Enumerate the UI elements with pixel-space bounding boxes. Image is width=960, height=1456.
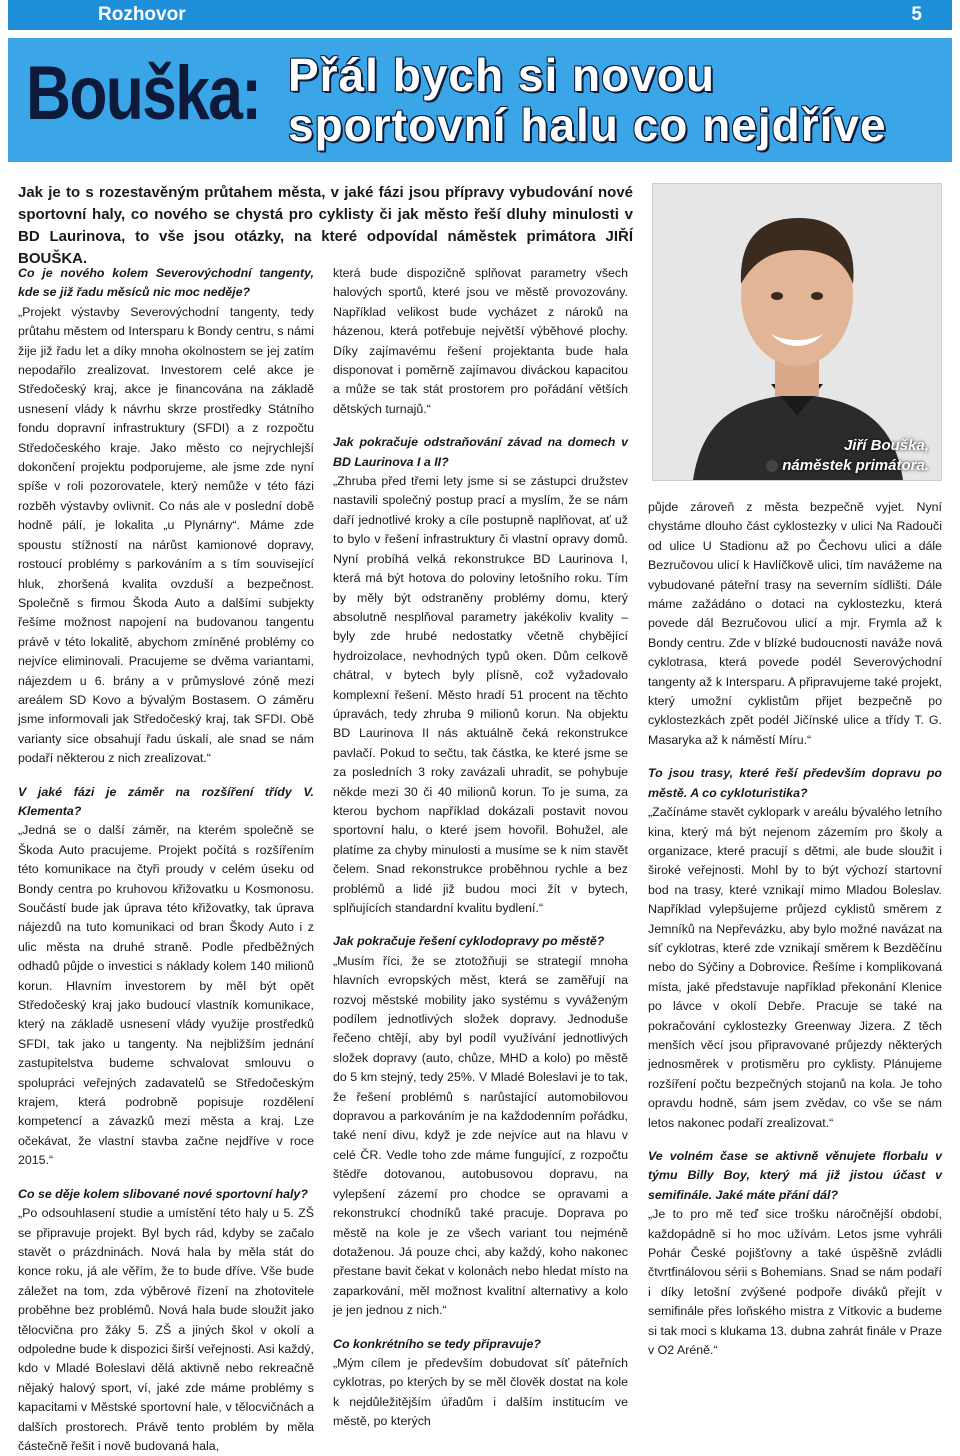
bullet-icon: [766, 460, 778, 472]
question-8: Ve volném čase se aktivně věnujete florbalu v týmu Billy Boy, který má již jistou účast v semifinále. Jaké máte přání dál?: [648, 1149, 942, 1202]
section-header-bar: [8, 0, 952, 30]
answer-4: „Zhruba před třemi lety jsme si se zástupci družstev nastavili společný postup prací a myslím, že se nám daří jednotlivé kroky a cíle postupně naplňovat, ať už to bylo v řešení infrastruktury či vlastní opravy domů. Nyní probíhá velká rekonstrukce BD Laurinova I, která má být hotova do poloviny letošního roku. Tím by měly být odstraněny problémy domu, který absolutně nesplňoval parametry jakékoliv kvality – byly zde hrubé nedostatky včetně chybějící hydroizolace, nevhodných typů oken. Dům celkově chátral, v bytech byly plísně, což vyžadovalo komplexní řešení. Město hradí 51 procent na těchto úpravách, tedy zhruba 9 milionů korun. Na objektu BD Laurinova II nás aktuálně čeká rekonstrukce pavlačí. Pokud to sečtu, tak částka, ke které jsme se za posledních 3 roky zavázali uhradit, se pohybuje někde mezi 30 či 40 milionů korun. To je suma, za kterou bychom například dokázali postavit novou sportovní halu, o které jsem hovořil. Bohužel, ale platíme za chyby minulosti a musíme se k nim stavět čelem. Snad rekonstrukce proběhnou rychle a bez problémů a lidé již budou moci žít v bytech, splňujících standardní kvalitu bydlení.“: [333, 474, 628, 915]
column-3: [648, 498, 942, 1360]
photo-caption: [766, 436, 929, 476]
answer-7: „Začínáme stavět cyklopark v areálu bývalého letního kina, který má být nejenom zázemím pro školy a organizace, které pracují s dětmi, ale bude sloužit i široké veřejnosti. Mohl by to být výchozí startovní bod na trasy, které vznikají mimo Mladou Boleslav. Například vylepšujeme průjezd cyklistů směrem z Jemníků na Nepřevázku, aby bylo možné navázat na síť cyklotras, které zde vznikají směrem k Bezděčínu nebo do Sýčiny a Dobrovice. Řešíme i komplikovaná místa, jaké představuje například překonání Klenice po lávce v okolí Debře. Pracuje se také na pokračování cyklostezky Greenway Jizera. Z těch menších věcí jsou připravované průjezdy některých jednosměrek v protisměru pro cyklisty. Plánujeme rozšíření počtu bezpečných stojanů na kola. Je toho opravdu hodně, sám jsem zvědav, co vše se nám letos nakonec podaří zrealizovat.“: [648, 805, 942, 1130]
lead-person: JIŘÍ BOUŠKA.: [18, 228, 633, 267]
question-4: Jak pokračuje odstraňování závad na domech v BD Laurinova I a II?: [333, 435, 628, 469]
answer-6-continued: půjde zároveň z města bezpečně vyjet. Nyní chystáme dlouho část cyklostezky v ulici Na Radouči od ulice U Stadionu až po Čechovu ulici a dále Bezručovou ulicí k Havlíčkově ulici, tím navážeme na vybudované páteřní trasy na severním sídlišti. Dále máme zažádáno o dotaci na cyklostezku, která povede dál Bezručovou ulicí a mjr. Frymla až k Bondy centru. Zde v blízké budoucnosti naváže nová cyklotrasa, která povede podél Severovýchodní tangenty až k Intersparu. A připravujeme také projekt, který umožní cyklistům přijet bezpečně po cyklostezkách zpět podél Jičínské ulice a třídy T. G. Masaryka až k náměstí Míru.“: [648, 500, 942, 747]
page-number: 5: [911, 4, 922, 25]
answer-3-continued: která bude dispozičně splňovat parametry všech halových sportů, které jsou ve městě provozovány. Například velikost bude vycházet z nároků na házenou, která potřebuje největší výběhové plochy. Díky zajímavému řešení projektanta bude hala disponovat i poměrně zajímavou diváckou kapacitou a může se tak stát prostorem pro pořádání větších dětských turnajů.“: [333, 266, 628, 416]
column-2: [333, 264, 628, 1432]
question-2: V jaké fázi je záměr na rozšíření třídy V. Klementa?: [18, 784, 314, 818]
lead-paragraph: [18, 182, 633, 270]
section-label: Rozhovor: [98, 4, 186, 25]
lead-text: Jak je to s rozestavěným průtahem města, v jaké fázi jsou přípravy vybudování nové sportovní haly, co nového se chystá pro cyklisty či jak město řeší dluhy minulosti v BD Laurinova, to vše jsou otázky, na které odpovídal náměstek primátora: [18, 184, 633, 245]
answer-5: „Musím říci, že se ztotožňuji se strategií mnoha hlavních evropských měst, která se zaměřují na rozvoj městské mobility jako systému s vyváženým podílem jednotlivých složek dopravy. Jednoduše řečeno chtějí, aby byl podíl využívání jednotlivých složek dopravy (auto, chůze, MHD a kolo) po městě do 5 km stejný, tedy 25%. V Mladé Boleslavi je to tak, že řešení problémů s narůstající automobilovou dopravou a parkováním je na každodenním pořádku, také není divu, když je zde nejvíce aut na hlavu v celé ČR. Vedle toho zde máme fungující, z rozpočtu štědře dotovanou, autobusovou dopravu, na vylepšení zázemí pro chodce se opravami a rekonstrukcí chodníků také pracuje. Doprava po městě na kole je ze všech variant tou nejméně dotaženou. Já pouze chci, aby každý, koho nakonec přestane bavit čekat v kolonách nebo hledat místo na zaparkování, měl možnost kvalitní alternativy a kolo je jen jednou z nich.“: [333, 953, 628, 1318]
question-3: Co se děje kolem slibované nové sportovní haly?: [18, 1186, 308, 1201]
caption-name: Jiří Bouška,: [843, 437, 929, 454]
answer-6: „Mým cílem je především dobudovat síť páteřních cyklotras, po kterých by se měl člověk dostat na kole k nejdůležitějším úřadům i dalším institucím ve městě, po kterých: [333, 1355, 628, 1429]
caption-role-line: [766, 456, 929, 476]
headline-line-1: Přál bych si novou: [288, 49, 715, 101]
question-6: Co konkrétního se tedy připravuje?: [333, 1336, 541, 1351]
portrait-photo: [652, 183, 942, 481]
answer-3: „Po odsouhlasení studie a umístění této haly u 5. ZŠ se připravuje projekt. Byl bych rád, kdyby se začalo stavět o prázdninách. Nová hala by měla stát do konce roku, já ale věřím, že to bude dříve. Vše bude záležet na tom, zda výběrové řízení na zhotovitele proběhne bez problémů. Nová hala bude sloužit jako tělocvična pro žáky 5. ZŠ a jiných škol v okolí a odpoledne bude k dispozici širší veřejnosti. Asi každý, kdo v Mladé Boleslavi dělá aktivně nebo rekreačně nějaký halový sport, ví, jaké zde máme problémy s kapacitami v Městské sportovní hale, v tělocvičnách a dalších prostorech. Právě tento problém by měla částečně řešit i nově budovaná hala,: [18, 1206, 314, 1453]
question-5: Jak pokračuje řešení cyklodopravy po městě?: [333, 934, 605, 949]
answer-2: „Jedná se o další záměr, na kterém společně se Škoda Auto pracujeme. Projekt počítá s rozšířením této komunikace na čtyři proudy v celém úseku od Bondy centra po kruhovou křižovatku u Kosmonosu. Součástí bude jak úprava této křižovatky, tak úprava nájezdů na tuto komunikaci od bran Škody Auto i z ulic města na druhé straně. Podle předběžných odhadů půjde o investici s náklady kolem 140 milionů korun. Hlavním investorem by měl být opět Středočeský kraj jako budoucí vlastník komunikace, který na základě usnesení vlády využije prostředků SFDI, tak jako u tangenty. Na nejbližším jednání zastupitelstva budeme schvalovat smlouvu o spolupráci veřejných zadavatelů se Středočeským krajem, která podrobně popisuje rozdělení kompetencí a závazků mezi města a kraj. Lze očekávat, že vlastní stavba začne nejdříve v roce 2015.“: [18, 823, 314, 1168]
question-7: To jsou trasy, které řeší především dopravu po městě. A co cykloturistika?: [648, 766, 942, 800]
caption-role: náměstek primátora.: [782, 457, 929, 474]
interviewee-name: Bouška:: [26, 51, 261, 136]
question-1: Co je nového kolem Severovýchodní tangenty, kde se již řadu měsíců nic moc neděje?: [18, 266, 314, 300]
answer-1: „Projekt výstavby Severovýchodní tangenty, tedy průtahu městem od Intersparu k Bondy centru, s námi žije již řadu let a díky mnoha okolnostem se jej zatím nepodařilo zrealizovat. Investorem celé akce je Středočeský kraj, akce je financována na základě usnesení vlády k návrhu skrze prostředky Státního fondu dopravní infrastruktury (SFDI) a z rozpočtu Středočeského kraje. Jako město co nejrychlejší dokončení projektu podporujeme, ale jsme zde nyní spíše v roli pozorovatele, který nemůže v této fázi rozběh výstavby ovlivnit. Co nás ale v poslední době hodně pálí, je lokalita „u Plynárny“. Máme zde spoustu stížností na nárůst kamionové dopravy, rostoucí problémy s parkováním a s tím související hluk, zhoršená kvalita ovzduší a bezpečnost. Společně s firmou Škoda Auto a dalšími subjekty řešíme možnost napojení na budovanou tangentu právě v této lokalitě, abychom zmíněné problémy co nejvíce eliminovali. Pracujeme se dvěma variantami, nájezdem u 6. brány a v průmyslové zóně mezi areálem SD Kovo a bývalým Bostasem. O záměru jsme informovali jak Středočeský kraj, tak SFDI. Obě varianty sice obsahují řadu úskalí, ale snad se nám podaří některou z nich zrealizovat.“: [18, 304, 314, 766]
headline-line-2: sportovní halu co nejdříve: [288, 99, 887, 151]
column-1: [18, 264, 314, 1456]
title-banner: [8, 38, 952, 162]
answer-8: „Je to pro mě teď sice trošku náročnější období, každopádně si ho moc užívám. Letos jsme vyhráli Pohár České pojišťovny a také úspěšně zvládli čtvrtfinálovou sérii s Bohemians. Snad se nám podaří i díky letošní zvýšené podpoře diváků přejít v semifinále přes loňského mistra z Vítkovic a budeme si tak moci s klukama 13. dubna zahrát finále v Praze v O2 Aréně.“: [648, 1207, 942, 1358]
headline: [288, 50, 887, 150]
